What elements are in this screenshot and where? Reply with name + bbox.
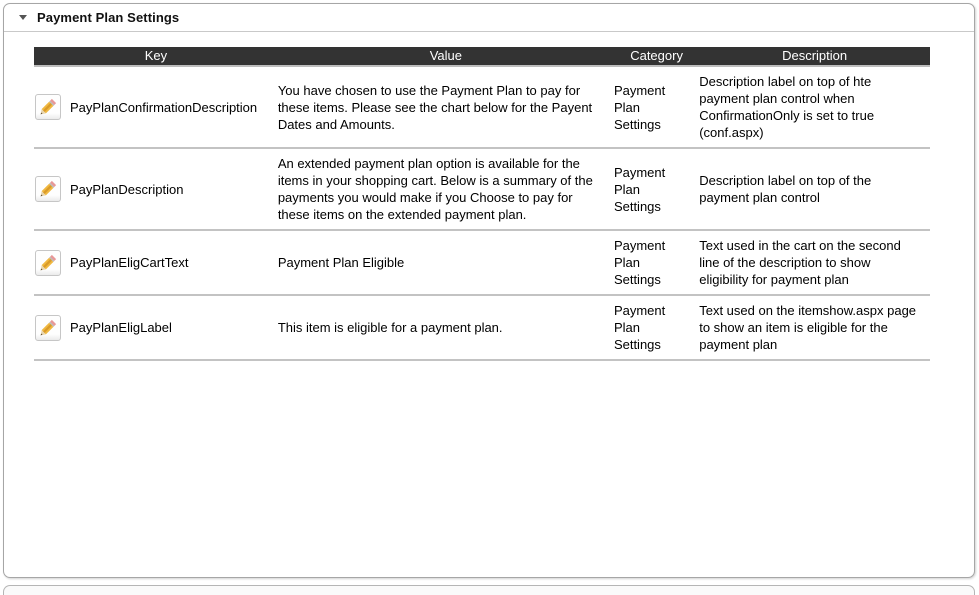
settings-table	[34, 47, 930, 361]
setting-description: Description label on top of hte payment plan control when ConfirmationOnly is set to true (conf.aspx)	[699, 66, 930, 148]
setting-key: PayPlanConfirmationDescription	[70, 99, 258, 115]
payment-plan-settings-panel	[3, 3, 975, 578]
setting-description: Description label on top of the payment plan control	[699, 148, 930, 230]
page-title: Payment Plan Settings	[37, 10, 180, 25]
edit-pencil-icon[interactable]	[34, 175, 62, 203]
setting-category: Payment Plan Settings	[614, 295, 699, 360]
setting-value: This item is eligible for a payment plan.	[278, 295, 614, 360]
table-row	[34, 148, 930, 230]
setting-key: PayPlanEligLabel	[70, 320, 172, 335]
column-header-key: Key	[34, 47, 278, 66]
setting-key: PayPlanEligCartText	[70, 255, 189, 270]
settings-table-wrap	[34, 47, 930, 361]
chevron-down-icon[interactable]	[19, 15, 27, 20]
setting-category: Payment Plan Settings	[614, 66, 699, 148]
setting-category: Payment Plan Settings	[614, 148, 699, 230]
setting-value: Payment Plan Eligible	[278, 230, 614, 295]
table-header-row	[34, 47, 930, 66]
setting-category: Payment Plan Settings	[614, 230, 699, 295]
column-header-description: Description	[699, 47, 930, 66]
setting-description: Text used in the cart on the second line of the description to show eligibility for payment plan	[699, 230, 930, 295]
setting-value: An extended payment plan option is available for the items in your shopping cart. Below is a summary of the payments you would make if you Choose to pay for these items on the extended payment plan.	[278, 148, 614, 230]
next-section-panel-edge[interactable]	[3, 585, 975, 595]
table-row	[34, 230, 930, 295]
setting-key: PayPlanDescription	[70, 181, 184, 197]
setting-description: Text used on the itemshow.aspx page to show an item is eligible for the payment plan	[699, 295, 930, 360]
setting-value: You have chosen to use the Payment Plan to pay for these items. Please see the chart below for the Payent Dates and Amounts.	[278, 66, 614, 148]
table-row	[34, 295, 930, 360]
settings-table-body	[34, 66, 930, 360]
panel-header[interactable]	[4, 4, 974, 32]
table-row	[34, 66, 930, 148]
column-header-value: Value	[278, 47, 614, 66]
edit-pencil-icon[interactable]	[34, 249, 62, 277]
column-header-category: Category	[614, 47, 699, 66]
edit-pencil-icon[interactable]	[34, 93, 62, 121]
edit-pencil-icon[interactable]	[34, 314, 62, 342]
